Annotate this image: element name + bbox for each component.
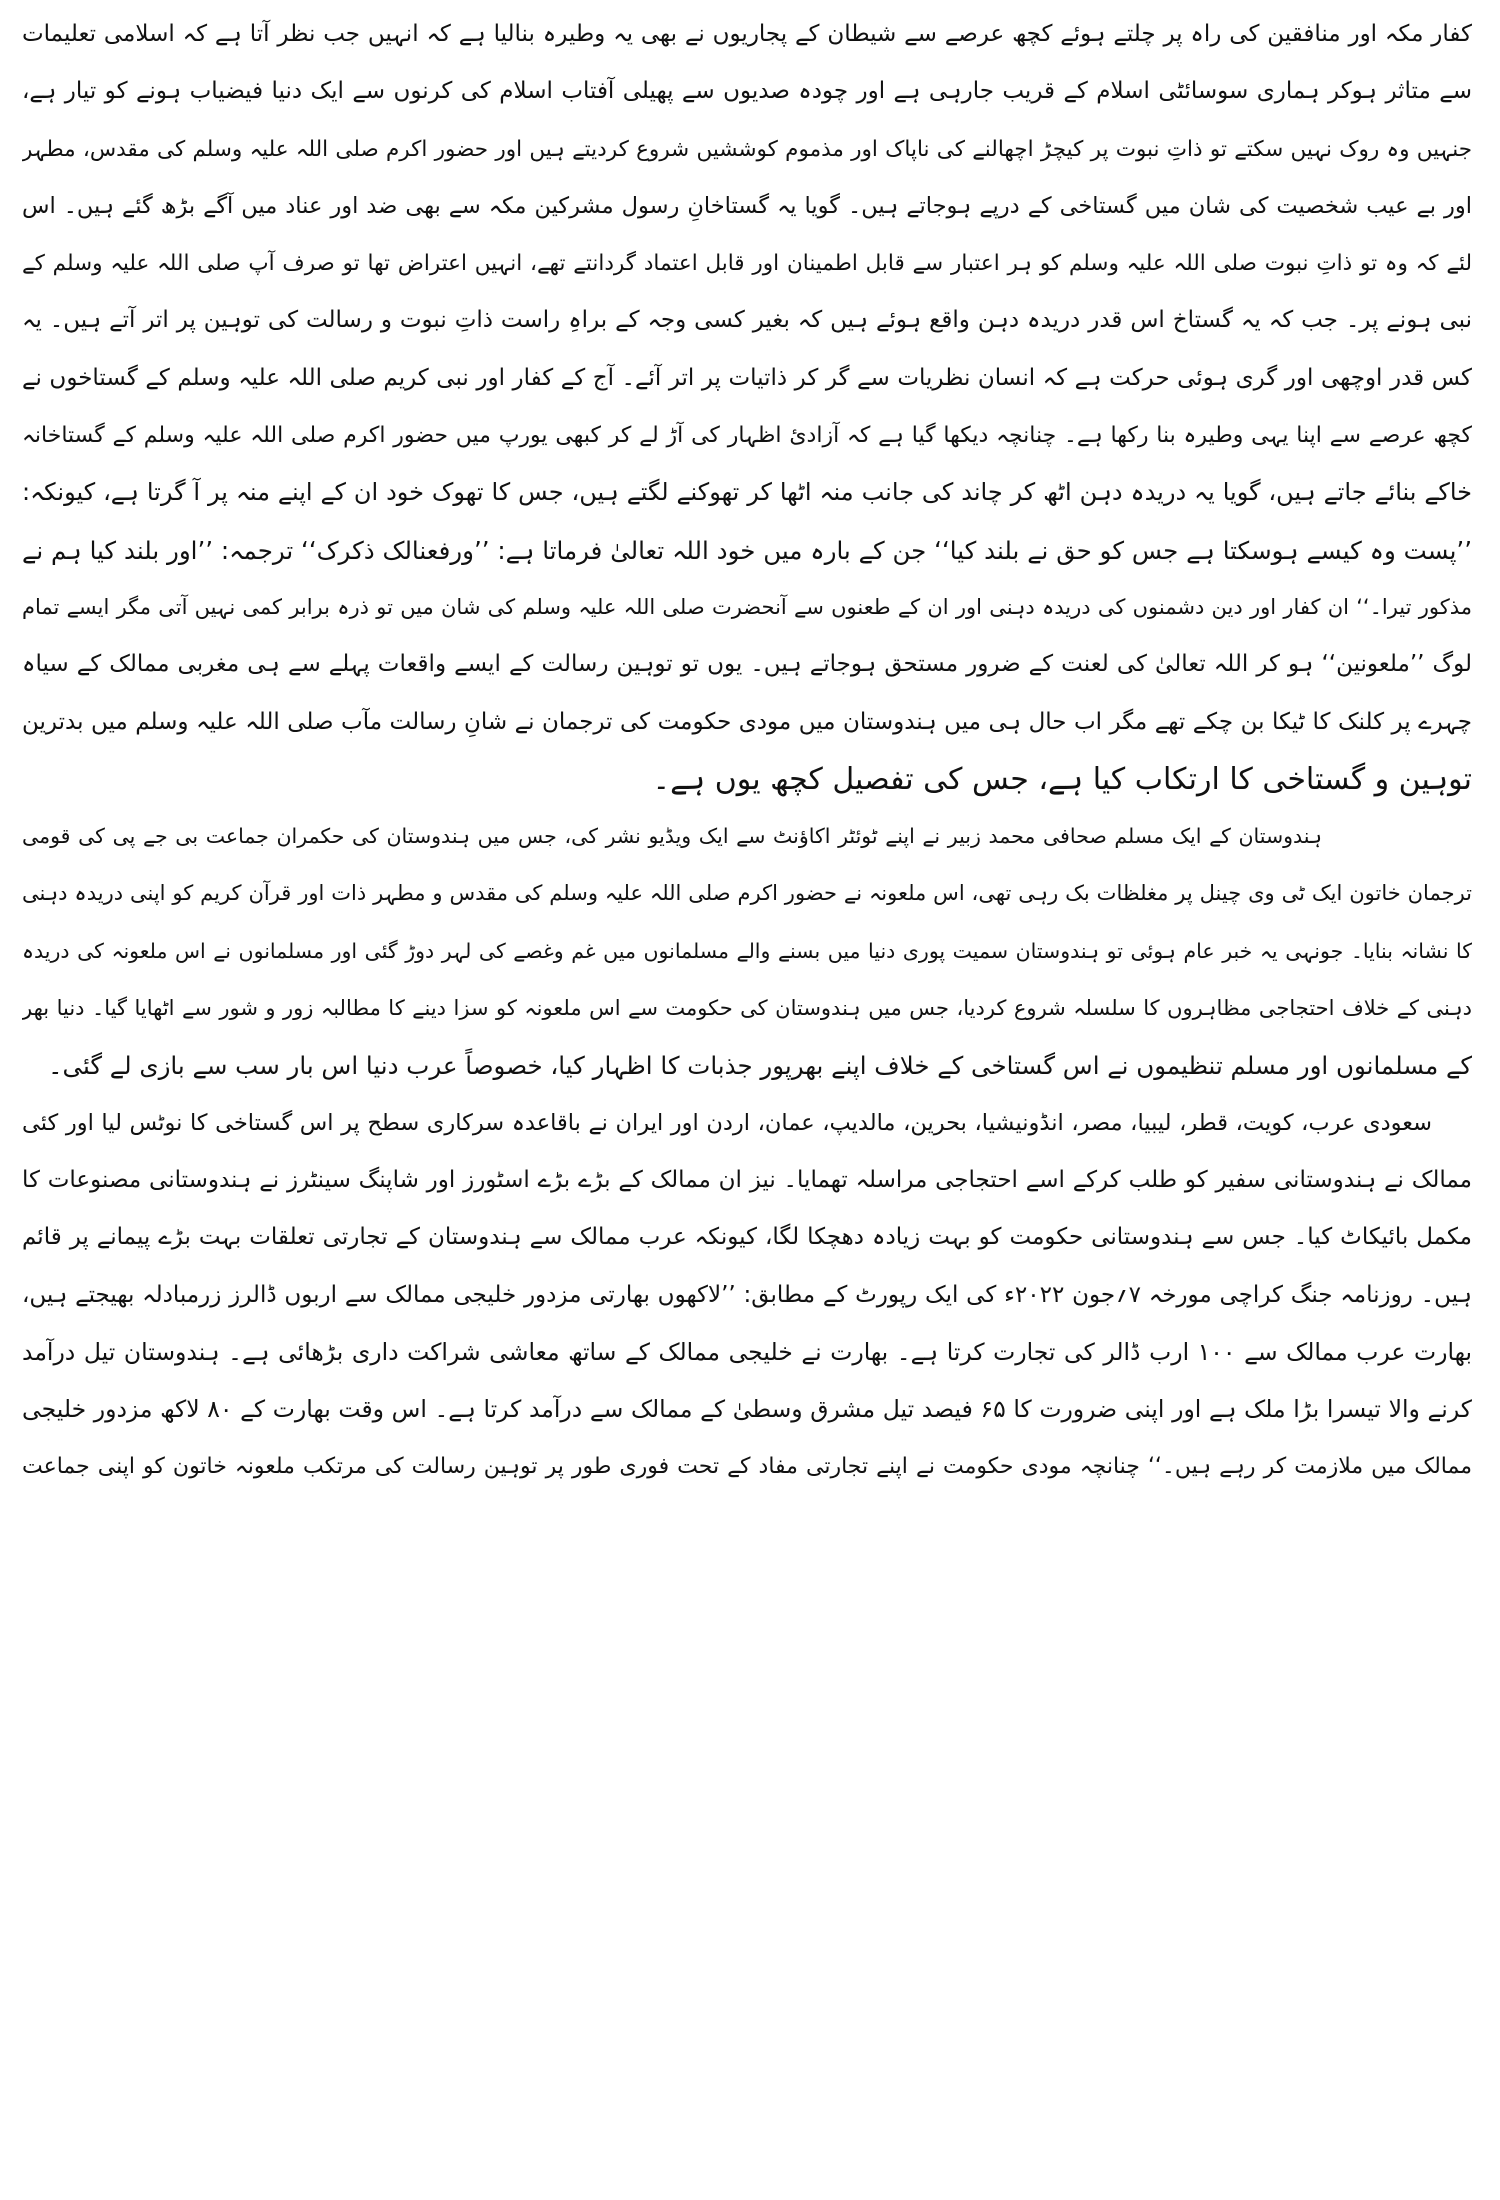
text-line: ہیں۔ روزنامہ جنگ کراچی مورخہ ۷؍جون ۲۰۲۲ء کی ایک رپورٹ کے مطابق: ’’لاکھوں بھارتی مزدور خلیجی ممالک سے اربوں ڈالرز زرمبادلہ بھیجتے ہیں،: [22, 1281, 1472, 1308]
text-line: ممالک نے ہندوستانی سفیر کو طلب کرکے اسے احتجاجی مراسلہ تھمایا۔ نیز ان ممالک کے بڑے بڑے اسٹورز اور شاپنگ سینٹرز نے ہندوستانی مصنوعات کا: [22, 1166, 1472, 1193]
text-line: لوگ ’’ملعونین‘‘ ہو کر اللہ تعالیٰ کی لعنت کے ضرور مستحق ہوجاتے ہیں۔ یوں تو توہین رسالت کے ایسے واقعات پہلے سے ہی مغربی ممالک کے سیاہ: [22, 651, 1472, 678]
text-line: دہنی کے خلاف احتجاجی مظاہروں کا سلسلہ شروع کردیا، جس میں ہندوستان کی حکومت سے اس ملعونہ کو سزا دینے کا مطالبہ زور و شور سے اٹھایا گیا۔ دنیا بھر: [22, 996, 1472, 1021]
text-line: چہرے پر کلنک کا ٹیکا بن چکے تھے مگر اب حال ہی میں ہندوستان میں مودی حکومت کی ترجمان نے شانِ رسالت مآب صلی اللہ علیہ وسلم میں بدترین: [22, 708, 1472, 735]
text-line: مکمل بائیکاٹ کیا۔ جس سے ہندوستانی حکومت کو بہت زیادہ دھچکا لگا، کیونکہ عرب ممالک سے ہندوستان کے تجارتی تعلقات بہت بڑے پیمانے پر قائم: [22, 1224, 1472, 1251]
text-line: ہندوستان کے ایک مسلم صحافی محمد زبیر نے اپنے ٹوئٹر اکاؤنٹ سے ایک ویڈیو نشر کی، جس میں ہندوستان کی حکمران جماعت بی جے پی کی قومی: [22, 824, 1322, 849]
text-line: اور بے عیب شخصیت کی شان میں گستاخی کے درپے ہوجاتے ہیں۔ گویا یہ گستاخانِ رسول مشرکین مکہ سے بھی ضد اور عناد میں آگے بڑھ گئے ہیں۔ اس: [22, 192, 1472, 219]
text-line: بھارت عرب ممالک سے ۱۰۰ ارب ڈالر کی تجارت کرتا ہے۔ بھارت نے خلیجی ممالک کے ساتھ معاشی شراکت داری بڑھائی ہے۔ ہندوستان تیل درآمد: [22, 1337, 1472, 1366]
text-line: کس قدر اوچھی اور گری ہوئی حرکت ہے کہ انسان نظریات سے گر کر ذاتیات پر اتر آئے۔ آج کے کفار اور نبی کریم صلی اللہ علیہ وسلم کے گستاخوں نے: [22, 364, 1472, 391]
text-line: کچھ عرصے سے اپنا یہی وطیرہ بنا رکھا ہے۔ چنانچہ دیکھا گیا ہے کہ آزادیٔ اظہار کی آڑ لے کر کبھی یورپ میں حضور اکرم صلی اللہ علیہ وسلم کے گستاخانہ: [22, 423, 1472, 449]
text-line: کفار مکہ اور منافقین کی راہ پر چلتے ہوئے کچھ عرصے سے شیطان کے پجاریوں نے بھی یہ وطیرہ بنالیا ہے کہ انہیں جب نظر آتا ہے کہ اسلامی تعلیمات: [22, 21, 1472, 47]
text-line: کے مسلمانوں اور مسلم تنظیموں نے اس گستاخی کے خلاف اپنے بھرپور جذبات کا اظہار کیا، خصوصاً عرب دنیا اس بار سب سے بازی لے گئی۔: [48, 1051, 1472, 1081]
text-line: خاکے بنائے جاتے ہیں، گویا یہ دریدہ دہن اٹھ کر چاند کی جانب منہ اٹھا کر تھوکنے لگتے ہیں، جس کا تھوک خود ان کے اپنے منہ پر آ گرتا ہے، کیونکہ:: [22, 478, 1472, 507]
text-line: ترجمان خاتون ایک ٹی وی چینل پر مغلظات بک رہی تھی، اس ملعونہ نے حضور اکرم صلی اللہ علیہ وسلم کی مقدس و مطہر ذات اور قرآن کریم کو اپنی دریدہ دہنی: [22, 881, 1472, 906]
text-line: ’’پست وہ کیسے ہوسکتا ہے جس کو حق نے بلند کیا‘‘ جن کے بارہ میں خود اللہ تعالیٰ فرماتا ہے: ’’ورفعنالک ذکرک‘‘ ترجمہ: ’’اور بلند کیا ہم نے: [22, 535, 1472, 565]
paragraph-1: [22, 6, 1472, 808]
text-line: ممالک میں ملازمت کر رہے ہیں۔‘‘ چنانچہ مودی حکومت نے اپنے تجارتی مفاد کے تحت فوری طور پر توہین رسالت کی مرتکب ملعونہ خاتون کو اپنی جماعت: [22, 1454, 1472, 1480]
text-line: توہین و گستاخی کا ارتکاب کیا ہے، جس کی تفصیل کچھ یوں ہے۔: [652, 761, 1472, 797]
text-line: سعودی عرب، کویت، قطر، لیبیا، مصر، انڈونیشیا، بحرین، مالدیپ، عمان، اردن اور ایران نے باقاعدہ سرکاری سطح پر اس گستاخی کا نوٹس لیا اور کئی: [22, 1109, 1432, 1136]
text-line: جنہیں وہ روک نہیں سکتے تو ذاتِ نبوت پر کیچڑ اچھالنے کی ناپاک اور مذموم کوششیں شروع کردیتے ہیں اور حضور اکرم صلی اللہ علیہ وسلم کی مقدس، مطہر: [22, 136, 1472, 162]
text-line: کرنے والا تیسرا بڑا ملک ہے اور اپنی ضرورت کا ۶۵ فیصد تیل مشرق وسطیٰ کے ممالک سے درآمد کرتا ہے۔ اس وقت بھارت کے ۸۰ لاکھ مزدور خلیجی: [22, 1395, 1472, 1424]
text-line: نبی ہونے پر۔ جب کہ یہ گستاخ اس قدر دریدہ دہن واقع ہوئے ہیں کہ بغیر کسی وجہ کے براہِ راست ذاتِ نبوت و رسالت کی توہین پر اتر آتے ہیں۔ یہ: [22, 307, 1472, 334]
text-line: مذکور تیرا۔‘‘ ان کفار اور دین دشمنوں کی دریدہ دہنی اور ان کے طعنوں سے آنحضرت صلی اللہ علیہ وسلم کی شان میں تو ذرہ برابر کمی نہیں آتی مگر ایسے تمام: [22, 594, 1472, 619]
text-line: سے متاثر ہوکر ہماری سوسائٹی اسلام کے قریب جارہی ہے اور چودہ صدیوں سے پھیلی آفتاب اسلام کی کرنوں سے ایک دنیا فیضیاب ہونے کو تیار ہے،: [22, 78, 1472, 105]
text-line: کا نشانہ بنایا۔ جونہی یہ خبر عام ہوئی تو ہندوستان سمیت پوری دنیا میں بسنے والے مسلمانوں میں غم وغصے کی لہر دوڑ گئی اور مسلمانوں نے اس ملعونہ کی دریدہ: [22, 938, 1472, 963]
paragraph-3: [22, 1095, 1472, 1496]
paragraph-2: [22, 808, 1472, 1094]
text-line: لئے کہ وہ تو ذاتِ نبوت صلی اللہ علیہ وسلم کو ہر اعتبار سے قابل اطمینان اور قابل اعتماد گردانتے تھے، انہیں اعتراض تھا تو صرف آپ صلی اللہ علیہ وسلم کے: [22, 251, 1472, 277]
